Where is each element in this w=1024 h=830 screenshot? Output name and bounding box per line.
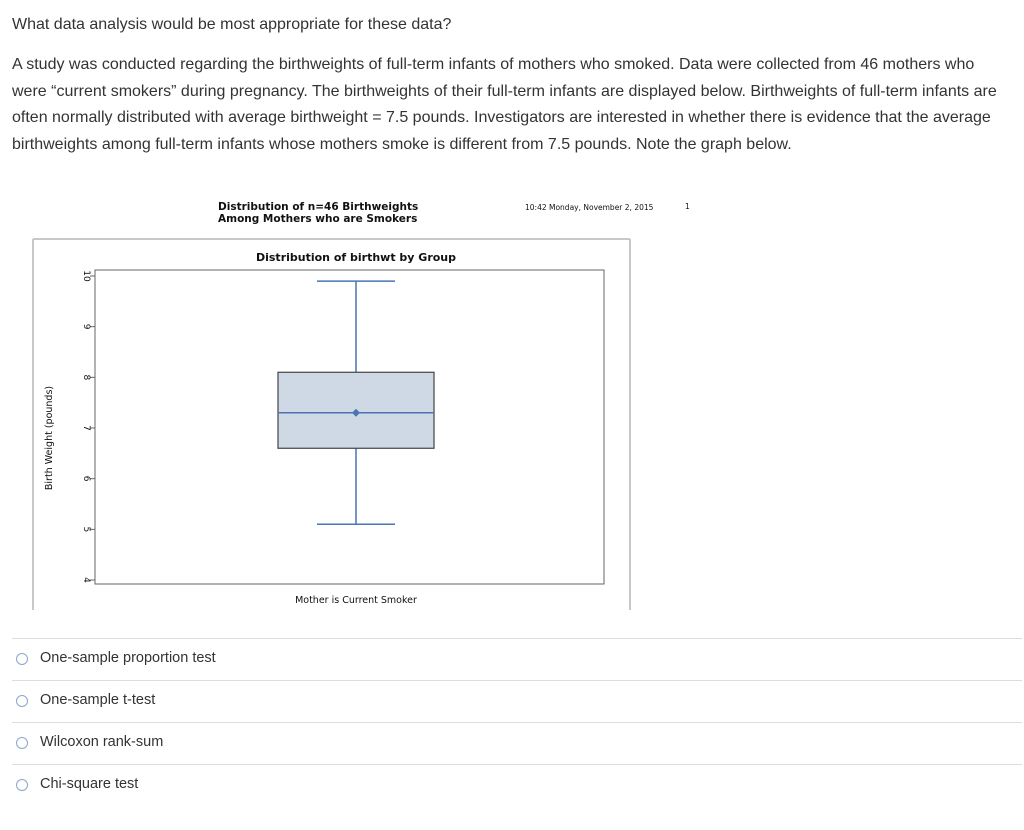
option-one-sample-t-test[interactable] [12,680,1022,722]
option-one-sample-proportion-test[interactable] [12,638,1022,680]
y-tick-label-10: 10 [81,270,91,282]
y-tick-label-7: 7 [81,425,91,431]
y-axis [81,270,95,583]
option-label: One-sample t-test [40,692,156,708]
chart-subtitle: Distribution of birthwt by Group [255,251,457,264]
y-tick-label-9: 9 [81,323,91,330]
radio-button[interactable] [16,779,28,791]
box-series [278,281,434,524]
radio-button[interactable] [16,737,28,749]
option-wilcoxon-rank-sum[interactable] [12,722,1022,764]
chart-title-line-1: Distribution of n=46 Birthweights [218,201,419,213]
y-axis-label: Birth Weight (pounds) [44,385,55,491]
answer-options [0,638,1024,806]
y-tick-label-5: 5 [81,526,91,533]
boxplot-figure [30,196,710,616]
option-label: Wilcoxon rank-sum [40,734,164,750]
chart-timestamp: 10:42 Monday, November 2, 2015 [525,203,654,212]
option-label: One-sample proportion test [40,650,216,666]
boxplot-chart [30,196,710,616]
option-chi-square-test[interactable] [12,764,1022,806]
chart-title-line-2: Among Mothers who are Smokers [218,213,418,225]
y-tick-label-4: 4 [81,577,91,583]
y-tick-label-8: 8 [81,374,91,381]
radio-button[interactable] [16,695,28,707]
y-tick-label-6: 6 [81,475,91,482]
x-category-label: Mother is Current Smoker [295,595,417,606]
question-passage: A study was conducted regarding the birthweights of full-term infants of mothers who smoked. Data were collected from 46 mothers who were “current smokers” during pregnancy. The birthweights of their full-term infants are displayed below. Birthweights of full-term infants are often normally distributed with average birthweight = 7.5 pounds. Investigators are interested in whether there is evidence that the average birthweights among full-term infants whose mothers smoke is different from 7.5 pounds. Note the graph below. [12,56,997,153]
chart-timestamp-mark: 1 [685,202,690,211]
option-label: Chi-square test [40,776,139,792]
question-prompt: What data analysis would be most appropriate for these data? [12,16,452,33]
radio-button[interactable] [16,653,28,665]
